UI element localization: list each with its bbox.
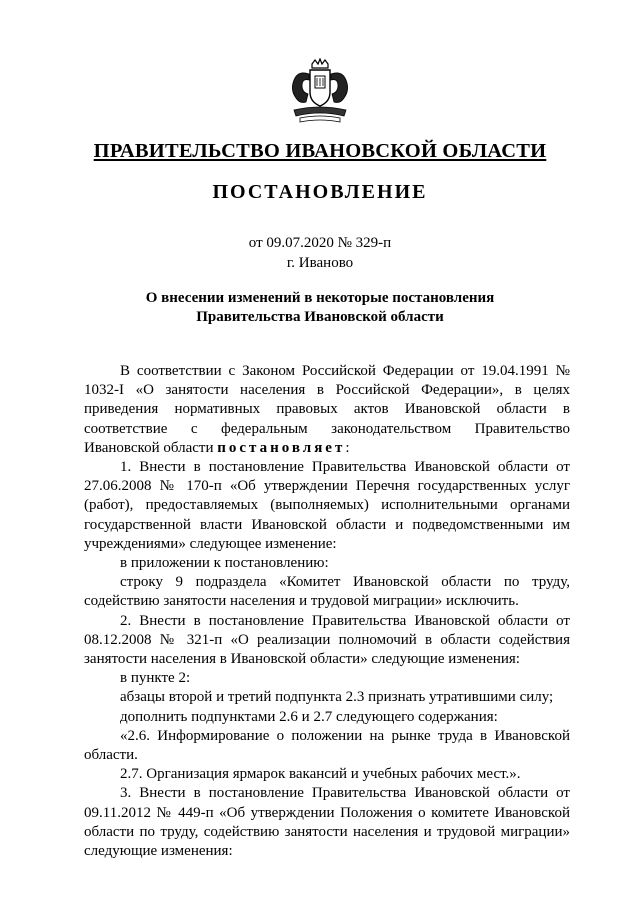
resolution-verb: постановляет — [217, 439, 346, 456]
city: г. Иваново — [286, 255, 354, 271]
coat-of-arms-icon — [284, 58, 356, 130]
intro-paragraph — [84, 362, 570, 458]
intro-end: : — [345, 439, 350, 456]
subject-line-2: Правительства Ивановской области — [196, 309, 444, 325]
paragraph: «2.6. Информирование о положении на рынке труда в Ивановской области. — [84, 727, 570, 764]
paragraph: в пункте 2: — [120, 670, 191, 687]
paragraph: дополнить подпунктами 2.6 и 2.7 следующего содержания: — [120, 708, 498, 725]
intro-text: В соответствии с Законом Российской Федерации от 19.04.1991 № 1032-I «О занятости населения в Российской Федерации», в целях приведения нормативных правовых актов Ивановской области в соответствие с федеральным законодательством Правительство Ивановской области — [84, 363, 570, 456]
subject-line-1: О внесении изменений в некоторые постановления — [145, 290, 495, 306]
paragraph: в приложении к постановлению: — [120, 555, 329, 572]
paragraph: 3. Внести в постановление Правительства Ивановской области от 09.11.2012 № 449-п «Об утверждении Положения о комитете Ивановской области по труду, содействию занятости населения и трудовой миграции» следующие изменения: — [84, 785, 570, 860]
paragraph: абзацы второй и третий подпункта 2.3 признать утратившими силу; — [120, 689, 554, 706]
paragraph: 2. Внести в постановление Правительства Ивановской области от 08.12.2008 № 321-п «О реализации полномочий в области содействия занятости населения в Ивановской области» следующие изменения: — [84, 612, 570, 668]
document-type: ПОСТАНОВЛЕНИЕ — [212, 181, 428, 203]
paragraph: 1. Внести в постановление Правительства Ивановской области от 27.06.2008 № 170-п «Об утверждении Перечня государственных услуг (работ), предоставляемых (выполняемых) исполнительными органами государственной власти Ивановской области и подведомственными им учреждениями» следующее изменение: — [84, 459, 570, 552]
government-name: ПРАВИТЕЛЬСТВО ИВАНОВСКОЙ ОБЛАСТИ — [93, 140, 547, 162]
paragraph: 2.7. Организация ярмарок вакансий и учебных рабочих мест.». — [120, 766, 521, 783]
paragraph: строку 9 подраздела «Комитет Ивановской области по труду, содействию занятости населения и трудовой миграции» исключить. — [84, 574, 570, 610]
document-body — [84, 362, 570, 861]
date-number: от 09.07.2020 № 329-п — [248, 235, 392, 251]
